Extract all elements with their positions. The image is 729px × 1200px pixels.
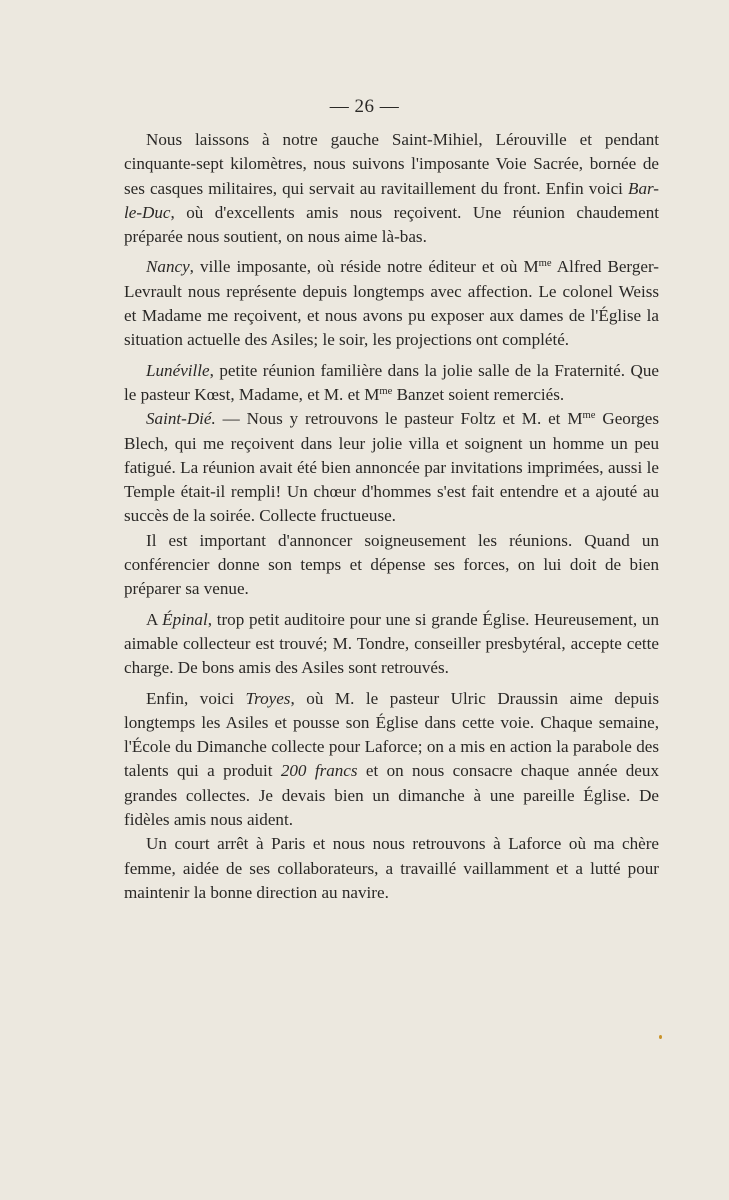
paragraph-annoncer-reunions: Il est important d'annoncer soigneusement les réunions. Quand un conférencier donne son temps et dépense ses forces, on lui doit de bien préparer sa venue.	[124, 530, 659, 599]
paragraph-troyes: Enfin, voici Troyes, où M. le pasteur Ulric Draussin aime depuis longtemps les Asiles et pousse son Église dans cette voie. Chaque semaine, l'École du Dimanche collecte pour Laforce; on a mis en action la parabole des talents qui a produit 200 francs et on nous consacre chaque année deux grandes collectes. Je devais bien un dimanche à une pareille Église. De fidèles amis nous aident.	[124, 688, 659, 830]
paragraph-bar-le-duc: Nous laissons à notre gauche Saint-Mihiel, Lérouville et pendant cinquante-sept kilomètres, nous suivons l'imposante Voie Sacrée, bornée de ses casques militaires, qui servait au ravitaillement du front. Enfin voici Bar-le-Duc, où d'excellents amis nous reçoivent. Une réunion chaudement préparée nous soutient, on nous aime là-bas.	[124, 130, 659, 247]
page-number: — 26 —	[329, 96, 400, 117]
body-text	[124, 128, 659, 905]
paragraph-nancy: Nancy, ville imposante, où réside notre éditeur et où $M^{me}$ Alfred Berger-Levrault nous représente depuis longtemps avec affection. Le colonel Weiss et Madame me reçoivent, et nous avons pu exposer aux dames de l'Église la situation actuelle des Asiles; le soir, les projections ont complété.	[124, 257, 659, 350]
paragraph-luneville: Lunéville, petite réunion familière dans la jolie salle de la Fraternité. Que le pasteur Kœst, Madame, et M. et $M^{me}$ Banzet soient remerciés.	[124, 360, 659, 404]
paragraph-laforce: Un court arrêt à Paris et nous nous retrouvons à Laforce où ma chère femme, aidée de ses collaborateurs, a travaillé vaillamment et a lutté pour maintenir la bonne direction au navire.	[124, 834, 659, 902]
ink-speck	[659, 1035, 662, 1039]
paragraph-epinal: A Épinal, trop petit auditoire pour une si grande Église. Heureusement, un aimable collecteur est trouvé; M. Tondre, conseiller presbytéral, accepte cette charge. De bons amis des Asiles sont retrouvés.	[124, 609, 659, 678]
paragraph-saint-die: Saint-Dié. — Nous y retrouvons le pasteur Foltz et M. et $M^{me}$ Georges Blech, qui me reçoivent dans leur jolie villa et soignent un homme un peu fatigué. La réunion avait été bien annoncée par invitations imprimées, aussi le Temple était-il rempli! Un chœur d'hommes s'est fait entendre et a ajouté au succès de la soirée. Collecte fructueuse.	[124, 409, 659, 526]
